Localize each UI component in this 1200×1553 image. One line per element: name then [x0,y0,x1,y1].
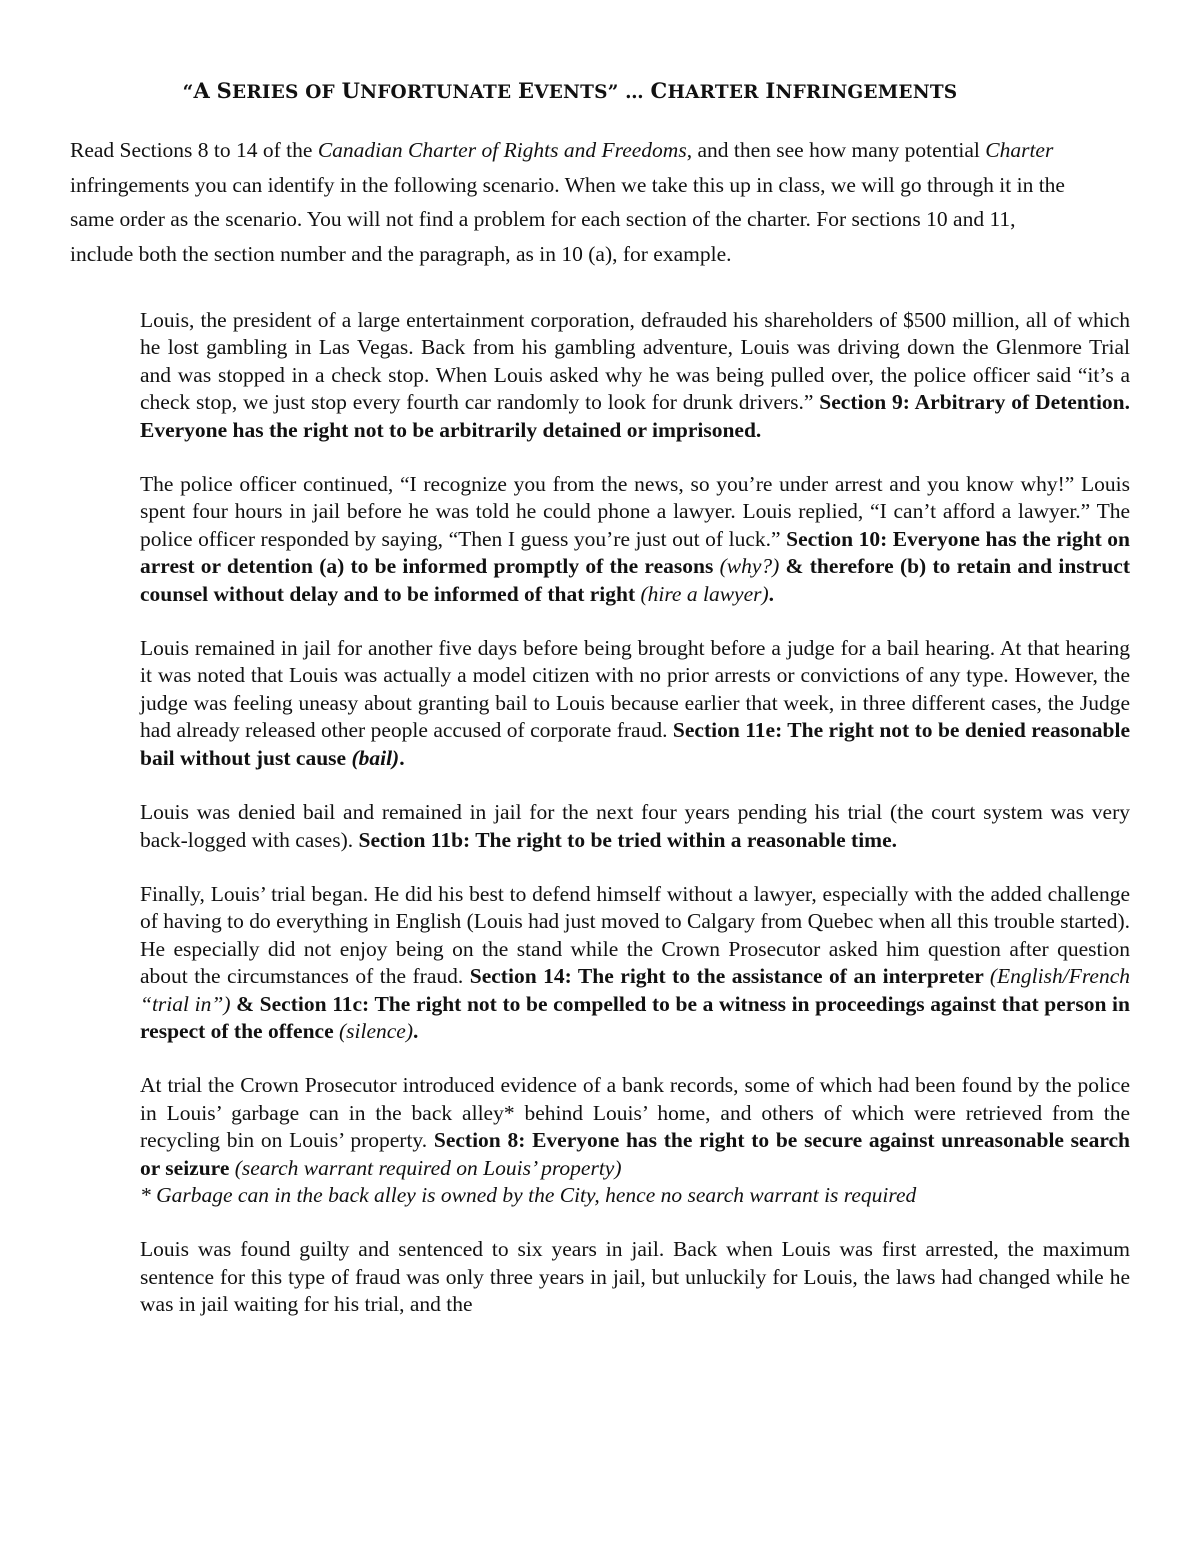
intro-text: infringements you can identify in the following scenario. When we take this up in class, we will go through it in the same order as the scenario. You will not find a problem for each section of the charter. For sections 10 and 11, include both the section number and the paragraph, as in 10 (a), for example. [70,172,1065,266]
section-11e-answer: . [399,745,405,770]
scenario-text: Louis was found guilty and sentenced to six years in jail. Back when Louis was first arrested, the maximum sentence for this type of fraud was only three years in jail, but unluckily for Louis, the laws had changed while he was in jail waiting for his trial, and the [140,1237,1130,1317]
page-title [70,78,1070,103]
section-8-note: (search warrant required on Louis’ property) [234,1155,622,1180]
title-word-charter-cap: C [650,78,668,103]
scenario-text: Louis, the president of a large entertainment corporation, defrauded his shareholders of $500 million, all of which he lost gambling in Las Vegas. Back from his gambling adventure, Louis was driving down the Glenmore Trial and was stopped in a check stop. When Louis asked why he was being pulled over, the police officer said “it’s a check stop, we just stop every fourth car randomly to look for drunk drivers.” [140,308,1130,415]
scenario [140,307,1130,1319]
title-word-series: ERIES OF [232,82,335,103]
title-word-infringements-cap: I [765,78,776,103]
section-9-answer: Section 9: Arbitrary of Detention. Everyone has the right not to be arbitrarily detained or imprisoned. [140,390,1130,442]
scenario-text: Finally, Louis’ trial began. He did his best to defend himself without a lawyer, especially with the added challenge of having to do everything in English (Louis had just moved to Calgary from Quebec when all this trouble started). He especially did not enjoy being on the stand while the Crown Prosecutor asked him question after question about the circumstances of the fraud. [140,881,1130,989]
title-word-charter: HARTER [667,82,759,103]
garbage-can-footnote: * Garbage can in the back alley is owned by the City, hence no search warrant is required [140,1182,917,1207]
section-10-answer: Section 10: Everyone has the right on arrest or detention (a) to be informed promptly of the reasons [140,526,1130,579]
section-10-note: (hire a lawyer) [640,581,769,606]
scenario-paragraph-arrest [140,471,1130,608]
scenario-paragraph-check-stop [140,307,1130,444]
title-word-a: A [193,78,210,103]
section-11c-note: (silence) [339,1018,414,1043]
scenario-paragraph-trial [140,881,1130,1045]
intro-charter-word: Charter [985,138,1054,162]
section-10-answer: & therefore (b) to retain and instruct counsel without delay and to be informed of that right [140,554,1131,606]
intro-text: Read Sections 8 to 14 of the [70,138,318,162]
intro-charter-name: Canadian Charter of Rights and Freedoms [317,138,687,162]
section-14-answer: Section 14: The right to the assistance of an interpreter [469,964,990,989]
section-11e-note: (bail) [351,745,400,770]
section-14-note: (English/French “trial in”) [140,964,1130,1016]
scenario-paragraph-search [140,1072,1130,1209]
section-8-answer: Section 8: Everyone has the right to be secure against unreasonable search or seizure [140,1128,1130,1180]
title-word-unfortunate: NFORTUNATE [360,82,512,103]
scenario-text: At trial the Crown Prosecutor introduced evidence of a bank records, some of which had been found by the police in Louis’ garbage can in the back alley* behind Louis’ home, and others of which were retrieved from the recycling bin on Louis’ property. [140,1073,1130,1153]
title-quote-open: “ [182,82,194,103]
title-word-events-cap: E [517,78,535,103]
scenario-paragraph-delay [140,799,1130,854]
scenario-text: The police officer continued, “I recognize you from the news, so you’re under arrest and you know why!” Louis spent four hours in jail before he was told he could phone a lawyer. Louis replied, “I can’t afford a lawyer.” The police officer responded by saying, “Then I guess you’re just out of luck.” [140,472,1130,551]
scenario-paragraph-sentence [140,1236,1130,1318]
scenario-paragraph-bail [140,635,1130,772]
intro-paragraph [70,133,1070,271]
intro-text: , and then see how many potential [686,138,986,162]
title-word-series-cap: S [216,78,233,103]
section-11c-answer: & Section 11c: The right not to be compelled to be a witness in proceedings against that person in respect of the offence [140,991,1130,1043]
scenario-text: Louis was denied bail and remained in jail for the next four years pending his trial (the court system was very back-logged with cases). [140,800,1130,852]
title-word-infringements: NFRINGEMENTS [775,82,958,103]
title-word-unfortunate-cap: U [341,78,361,103]
title-quote-close: ” … [607,82,651,103]
section-10-answer: . [768,581,775,606]
section-11b-answer: Section 11b: The right to be tried within a reasonable time. [358,827,898,852]
section-11c-answer: . [413,1018,419,1043]
section-11e-answer: Section 11e: The right not to be denied reasonable bail without just cause [140,718,1130,770]
section-10-note: (why?) [719,554,780,579]
scenario-text: Louis remained in jail for another five days before being brought before a judge for a bail hearing. At that hearing it was noted that Louis was actually a model citizen with no prior arrests or convictions of any type. However, the judge was feeling uneasy about granting bail to Louis because earlier that week, in three different cases, the Judge had already released other people accused of corporate fraud. [140,636,1130,743]
title-word-events: VENTS [534,82,608,103]
